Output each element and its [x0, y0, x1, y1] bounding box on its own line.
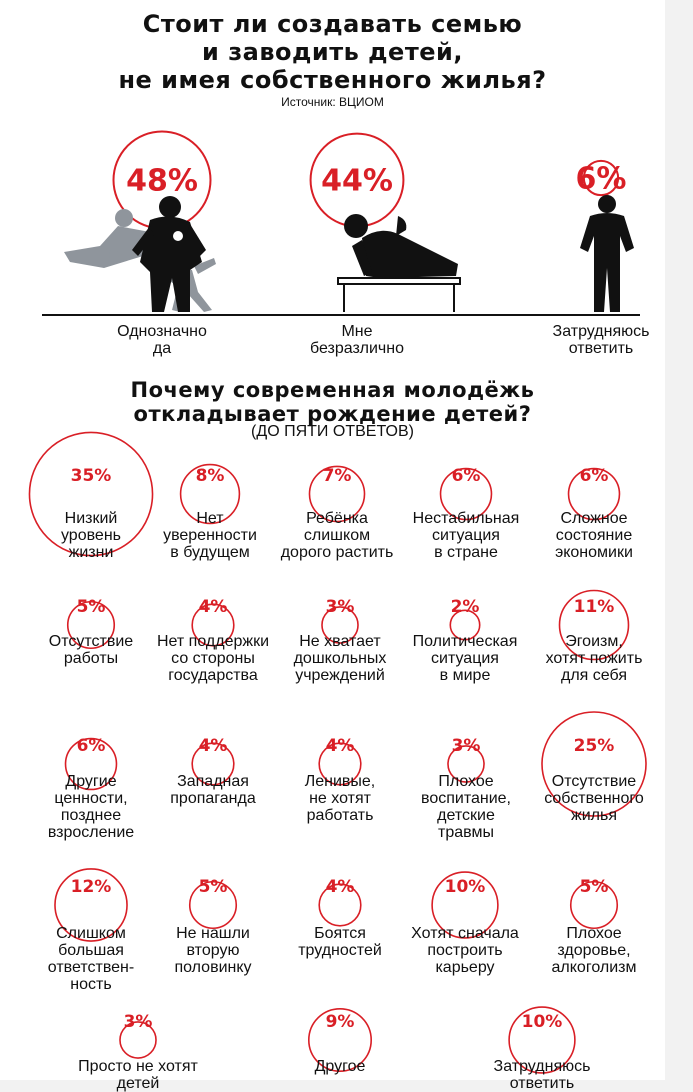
category-label: Мне безразлично	[310, 323, 404, 357]
category-label: Другое	[314, 1058, 366, 1075]
category-label: Боятся трудностей	[298, 925, 382, 959]
section2-subtitle: (ДО ПЯТИ ОТВЕТОВ)	[251, 423, 414, 440]
percent-label: 25%	[573, 736, 615, 756]
family-figure-icon	[64, 196, 216, 312]
percent-label: 5%	[76, 597, 106, 617]
category-label: Затрудняюсь ответить	[493, 1058, 591, 1092]
percent-label: 3%	[451, 736, 481, 756]
percent-label: 10%	[444, 877, 486, 897]
percent-label: 5%	[579, 877, 609, 897]
percent-label: 6%	[579, 466, 609, 486]
category-label: Не хватает дошкольных учреждений	[293, 633, 387, 684]
main-title: Стоит ли создавать семью и заводить детей, не имея собственного жилья?	[118, 10, 547, 94]
standing-person-figure-icon	[580, 195, 634, 312]
percent-label: 44%	[321, 163, 393, 199]
percent-label: 4%	[325, 736, 355, 756]
category-label: Плохое здоровье, алкоголизм	[551, 925, 637, 976]
percent-label: 6%	[451, 466, 481, 486]
category-label: Нестабильная ситуация в стране	[412, 510, 520, 561]
percent-label: 10%	[521, 1012, 563, 1032]
category-label: Политическая ситуация в мире	[412, 633, 518, 684]
lying-person-figure-icon	[338, 214, 460, 312]
category-label: Сложное состояние экономики	[555, 510, 633, 561]
percent-label: 6%	[575, 161, 627, 197]
percent-label: 11%	[573, 597, 615, 617]
category-label: Хотят сначала построить карьеру	[411, 925, 519, 976]
percent-label: 4%	[198, 736, 228, 756]
people-illustrations	[42, 195, 640, 315]
category-label: Ребёнка слишком дорого растить	[280, 510, 394, 561]
source-note: Источник: ВЦИОМ	[281, 95, 384, 109]
category-label: Западная пропаганда	[170, 773, 256, 807]
category-label: Нет уверенности в будущем	[163, 510, 257, 561]
category-label: Эгоизм, хотят пожить для себя	[545, 633, 643, 684]
section2-title: Почему современная молодёжь откладывает рождение детей?	[130, 378, 535, 426]
percent-label: 2%	[450, 597, 480, 617]
percent-label: 4%	[325, 877, 355, 897]
percent-label: 7%	[322, 466, 352, 486]
percent-label: 4%	[198, 597, 228, 617]
percent-label: 12%	[70, 877, 112, 897]
percent-label: 3%	[123, 1012, 153, 1032]
category-label: Плохое воспитание, детские травмы	[421, 773, 511, 841]
percent-label: 35%	[70, 466, 112, 486]
category-label: Не нашли вторую половинку	[174, 925, 252, 976]
category-label: Другие ценности, позднее взросление	[47, 773, 135, 841]
category-label: Слишком большая ответствен- ность	[47, 925, 135, 993]
percent-label: 3%	[325, 597, 355, 617]
percent-label: 9%	[325, 1012, 355, 1032]
category-label: Затрудняюсь ответить	[552, 323, 650, 357]
category-label: Отсутствие собственного жилья	[544, 773, 644, 824]
category-label: Просто не хотят детей	[78, 1058, 198, 1092]
category-label: Нет поддержки со стороны государства	[156, 633, 269, 684]
percent-label: 6%	[76, 736, 106, 756]
category-label: Низкий уровень жизни	[60, 510, 121, 561]
category-label: Отсутствие работы	[48, 633, 134, 667]
category-label: Ленивые, не хотят работать	[304, 773, 376, 824]
percent-label: 48%	[126, 163, 198, 199]
percent-label: 8%	[195, 466, 225, 486]
category-label: Однозначно да	[117, 323, 207, 357]
percent-label: 5%	[198, 877, 228, 897]
